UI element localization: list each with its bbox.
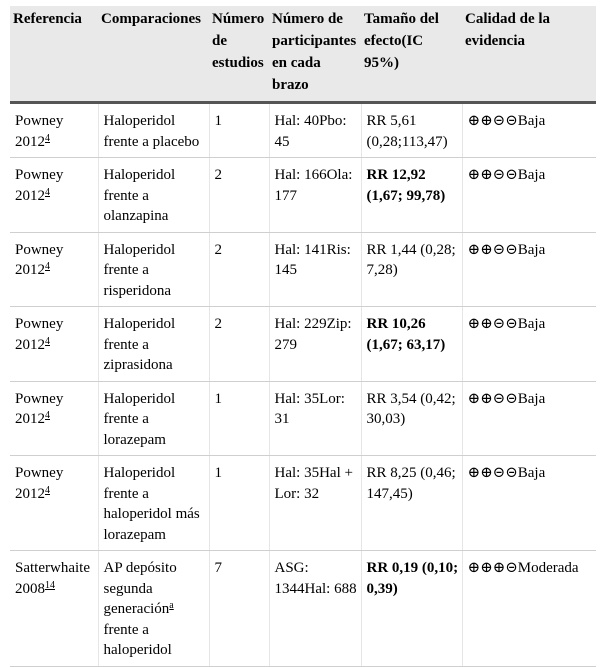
quality-rating: ⊕⊕⊝⊝Baja	[467, 390, 546, 407]
table-row	[10, 158, 596, 233]
cell-participantes	[269, 381, 361, 456]
citation-link[interactable]: 4	[45, 261, 50, 272]
studies-count: 1	[214, 465, 222, 481]
cell-numero-estudios	[209, 232, 269, 307]
cell-numero-estudios	[209, 551, 269, 667]
reference-text: Powney 2012	[15, 241, 64, 278]
reference-text: Powney 2012	[15, 113, 64, 150]
cell-tamano-efecto	[361, 103, 462, 158]
cell-comparaciones	[98, 158, 209, 233]
evidence-table-container	[10, 6, 596, 667]
reference-text: Powney 2012	[15, 390, 64, 427]
citation-link[interactable]: 4	[45, 410, 50, 421]
cell-referencia	[10, 551, 98, 667]
studies-count: 2	[214, 167, 222, 183]
cell-tamano-efecto	[361, 307, 462, 382]
cell-numero-estudios	[209, 456, 269, 551]
cell-calidad	[462, 551, 596, 667]
comparison-text: Haloperidol frente a ziprasidona	[103, 316, 176, 373]
cell-calidad	[462, 307, 596, 382]
comparison-text: AP depósito segunda generación	[103, 560, 177, 617]
cell-referencia	[10, 307, 98, 382]
cell-tamano-efecto	[361, 456, 462, 551]
header-referencia: Referencia	[10, 6, 98, 103]
citation-link[interactable]: 4	[45, 335, 50, 347]
studies-count: 2	[214, 316, 222, 332]
participants-text: Hal: 40Pbo: 45	[274, 113, 347, 150]
quality-rating: ⊕⊕⊝⊝Baja	[467, 465, 546, 481]
reference-text: Satterwhaite 2008	[15, 560, 90, 597]
cell-numero-estudios	[209, 103, 269, 158]
cell-referencia	[10, 232, 98, 307]
cell-participantes	[269, 551, 361, 667]
header-calidad-evidencia: Calidad de la evidencia	[462, 6, 596, 103]
cell-comparaciones	[98, 456, 209, 551]
effect-size-text: RR 12,92 (1,67; 99,78)	[366, 167, 446, 204]
reference-text: Powney 2012	[15, 465, 64, 502]
cell-tamano-efecto	[361, 381, 462, 456]
cell-participantes	[269, 158, 361, 233]
cell-comparaciones	[98, 232, 209, 307]
effect-size-text: RR 3,54 (0,42; 30,03)	[366, 390, 456, 427]
comparison-text-tail: frente a haloperidol	[103, 621, 172, 658]
effect-size-text: RR 10,26 (1,67; 63,17)	[366, 316, 446, 353]
header-comparaciones: Comparaciones	[98, 6, 209, 103]
table-row	[10, 307, 596, 382]
participants-text: Hal: 229Zip: 279	[274, 316, 352, 353]
participants-text: Hal: 35Lor: 31	[274, 390, 345, 427]
cell-numero-estudios	[209, 307, 269, 382]
participants-text: Hal: 166Ola: 177	[274, 167, 353, 204]
effect-size-text: RR 1,44 (0,28; 7,28)	[366, 241, 456, 278]
studies-count: 1	[214, 390, 222, 407]
effect-size-text: RR 5,61 (0,28;113,47)	[366, 113, 448, 150]
cell-calidad	[462, 158, 596, 233]
citation-link[interactable]: 14	[45, 579, 55, 591]
reference-text: Powney 2012	[15, 167, 64, 204]
table-row	[10, 232, 596, 307]
studies-count: 2	[214, 241, 222, 258]
cell-tamano-efecto	[361, 551, 462, 667]
participants-text: Hal: 35Hal + Lor: 32	[274, 465, 353, 502]
cell-comparaciones	[98, 551, 209, 667]
cell-tamano-efecto	[361, 232, 462, 307]
header-tamano-efecto: Tamaño del efecto(IC 95%)	[361, 6, 462, 103]
cell-referencia	[10, 456, 98, 551]
table-row	[10, 551, 596, 667]
citation-link[interactable]: 4	[45, 186, 50, 198]
table-row	[10, 103, 596, 158]
cell-participantes	[269, 232, 361, 307]
footnote-link[interactable]: a	[169, 600, 174, 611]
reference-text: Powney 2012	[15, 316, 64, 353]
cell-tamano-efecto	[361, 158, 462, 233]
quality-rating: ⊕⊕⊝⊝Baja	[467, 241, 546, 258]
cell-referencia	[10, 103, 98, 158]
effect-size-text: RR 8,25 (0,46; 147,45)	[366, 465, 456, 502]
cell-referencia	[10, 381, 98, 456]
quality-rating: ⊕⊕⊕⊝Moderada	[467, 560, 579, 576]
table-header-row	[10, 6, 596, 103]
citation-link[interactable]: 4	[45, 484, 50, 496]
table-row	[10, 456, 596, 551]
comparison-text: Haloperidol frente a olanzapina	[103, 167, 176, 224]
citation-link[interactable]: 4	[45, 132, 50, 144]
evidence-table	[10, 6, 596, 667]
effect-size-text: RR 0,19 (0,10; 0,39)	[366, 560, 459, 597]
comparison-text: Haloperidol frente a haloperidol más lorazepam	[103, 465, 200, 543]
participants-text: Hal: 141Ris: 145	[274, 241, 351, 278]
cell-participantes	[269, 103, 361, 158]
comparison-text: Haloperidol frente a lorazepam	[103, 390, 176, 448]
cell-participantes	[269, 307, 361, 382]
cell-comparaciones	[98, 381, 209, 456]
cell-comparaciones	[98, 307, 209, 382]
table-body	[10, 103, 596, 667]
studies-count: 1	[214, 113, 222, 129]
cell-comparaciones	[98, 103, 209, 158]
participants-text: ASG: 1344Hal: 688	[274, 560, 357, 597]
cell-calidad	[462, 456, 596, 551]
cell-numero-estudios	[209, 381, 269, 456]
cell-calidad	[462, 232, 596, 307]
cell-calidad	[462, 381, 596, 456]
comparison-text: Haloperidol frente a placebo	[103, 113, 200, 150]
table-row	[10, 381, 596, 456]
cell-participantes	[269, 456, 361, 551]
cell-numero-estudios	[209, 158, 269, 233]
cell-referencia	[10, 158, 98, 233]
quality-rating: ⊕⊕⊝⊝Baja	[467, 167, 546, 183]
studies-count: 7	[214, 560, 222, 576]
quality-rating: ⊕⊕⊝⊝Baja	[467, 316, 546, 332]
comparison-text: Haloperidol frente a risperidona	[103, 241, 176, 299]
header-numero-participantes: Número de participantes en cada brazo	[269, 6, 361, 103]
header-numero-estudios: Número de estudios	[209, 6, 269, 103]
cell-calidad	[462, 103, 596, 158]
quality-rating: ⊕⊕⊝⊝Baja	[467, 113, 546, 129]
